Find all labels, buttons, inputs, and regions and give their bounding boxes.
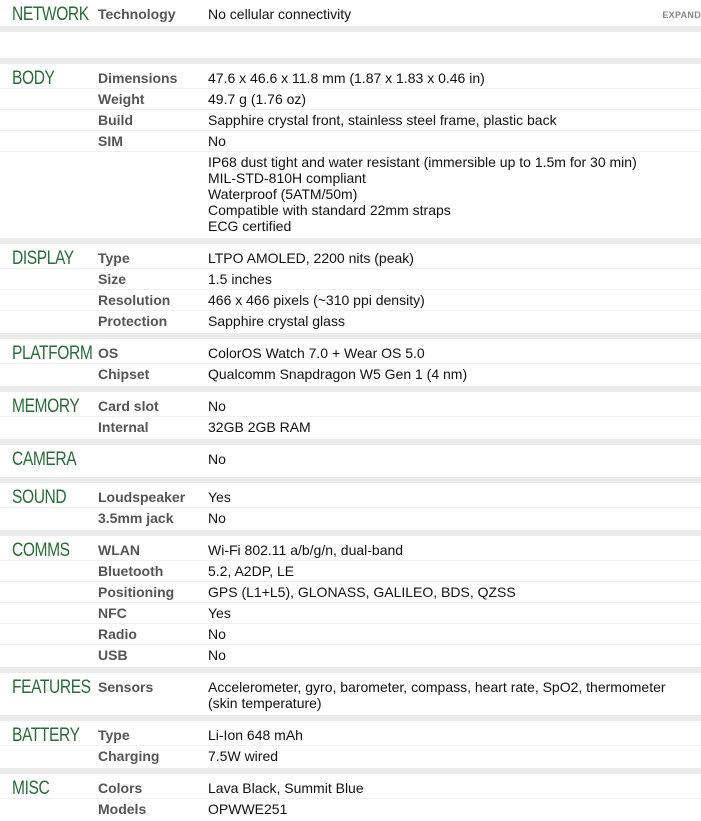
- spec-row: [0, 68, 701, 89]
- spec-value: 32GB 2GB RAM: [208, 419, 311, 435]
- spec-row: [0, 624, 701, 645]
- spec-row: [0, 4, 701, 24]
- spec-row: [0, 508, 701, 528]
- spec-value: No cellular connectivity: [208, 6, 352, 22]
- section-memory: [0, 386, 701, 439]
- spec-label: OS: [98, 345, 119, 361]
- spec-label: Sensors: [98, 679, 154, 695]
- section-title-comms: COMMS: [12, 540, 70, 561]
- section-title-memory: MEMORY: [12, 396, 80, 417]
- spec-label: Card slot: [98, 398, 159, 414]
- spec-label: Radio: [98, 626, 137, 642]
- spec-value: No: [208, 647, 226, 663]
- section-title-sound: SOUND: [12, 487, 67, 508]
- section-features: [0, 667, 701, 715]
- section-title-body: BODY: [12, 68, 55, 89]
- spec-value: No: [208, 398, 226, 414]
- spec-value: Wi-Fi 802.11 a/b/g/n, dual-band: [208, 542, 404, 558]
- spec-label: USB: [98, 647, 128, 663]
- spec-label: WLAN: [98, 542, 140, 558]
- spec-row: [0, 540, 701, 561]
- spec-row: [0, 290, 701, 311]
- spec-value: Li-Ion 648 mAh: [208, 727, 303, 743]
- spec-label: Type: [98, 250, 130, 266]
- spec-line: Waterproof (5ATM/50m): [208, 186, 358, 202]
- section-body: [0, 58, 701, 238]
- spec-value: Accelerometer, gyro, barometer, compass, heart rate, SpO2, thermometer (skin temperature): [208, 679, 666, 711]
- spec-row: [0, 487, 701, 508]
- spec-row: [0, 396, 701, 417]
- spec-value: 47.6 x 46.6 x 11.8 mm (1.87 x 1.83 x 0.46 in): [208, 70, 485, 86]
- spec-line: IP68 dust tight and water resistant (immersible up to 1.5m for 30 min): [208, 154, 637, 170]
- spec-value: 49.7 g (1.76 oz): [208, 91, 307, 107]
- spec-value: Sapphire crystal glass: [208, 313, 345, 329]
- spec-label: Dimensions: [98, 70, 178, 86]
- spec-line: MIL-STD-810H compliant: [208, 170, 366, 186]
- section-title-features: FEATURES: [12, 677, 91, 698]
- section-title-camera: CAMERA: [12, 449, 77, 470]
- section-title-network: NETWORK: [12, 4, 89, 25]
- spec-label: [98, 152, 208, 236]
- section-sound: [0, 477, 701, 530]
- spec-label: Resolution: [98, 292, 171, 308]
- section-display: [0, 238, 701, 333]
- section-comms: [0, 530, 701, 667]
- section-camera: [0, 439, 701, 477]
- section-network: [0, 0, 701, 26]
- spec-label: Type: [98, 727, 130, 743]
- spec-row: [0, 269, 701, 290]
- spec-label: Weight: [98, 91, 145, 107]
- spec-value: GPS (L1+L5), GLONASS, GALILEO, BDS, QZSS: [208, 584, 516, 600]
- spec-value: Yes: [208, 489, 231, 505]
- spec-value: 7.5W wired: [208, 748, 279, 764]
- spec-row: [0, 364, 701, 384]
- spec-label: Positioning: [98, 584, 175, 600]
- spec-label: Protection: [98, 313, 168, 329]
- spec-value: No: [208, 510, 226, 526]
- spec-label: Models: [98, 801, 147, 817]
- spec-row: [0, 603, 701, 624]
- spec-value: OPWWE251: [208, 801, 288, 817]
- spec-value: LTPO AMOLED, 2200 nits (peak): [208, 250, 414, 266]
- spec-value: 466 x 466 pixels (~310 ppi density): [208, 292, 425, 308]
- section-title-battery: BATTERY: [12, 725, 80, 746]
- spec-value: 5.2, A2DP, LE: [208, 563, 295, 579]
- spec-row: [0, 417, 701, 437]
- spec-value: No: [208, 626, 226, 642]
- spec-label: Colors: [98, 780, 143, 796]
- spec-label: Internal: [98, 419, 149, 435]
- spec-line: Compatible with standard 22mm straps: [208, 202, 451, 218]
- section-title-misc: MISC: [12, 778, 50, 799]
- spec-row: [0, 110, 701, 131]
- section-title-display: DISPLAY: [12, 248, 74, 269]
- section-platform: [0, 333, 701, 386]
- spec-value: Sapphire crystal front, stainless steel frame, plastic back: [208, 112, 557, 128]
- spec-row: [0, 152, 701, 236]
- section-battery: [0, 715, 701, 768]
- spec-label: Size: [98, 271, 127, 287]
- spec-label: Charging: [98, 748, 160, 764]
- spec-value: 1.5 inches: [208, 271, 272, 287]
- spec-row: [0, 582, 701, 603]
- spec-label: 3.5mm jack: [98, 510, 174, 526]
- spec-row: [0, 677, 701, 713]
- spec-value-multiline: [208, 152, 701, 236]
- spec-value: Lava Black, Summit Blue: [208, 780, 364, 796]
- spec-label: [98, 449, 208, 475]
- spec-row: [0, 799, 701, 819]
- spec-label: NFC: [98, 605, 127, 621]
- spec-row: [0, 343, 701, 364]
- spec-value: Yes: [208, 605, 231, 621]
- spec-label: SIM: [98, 133, 123, 149]
- spec-line: ECG certified: [208, 218, 292, 234]
- spec-label: Loudspeaker: [98, 489, 186, 505]
- spec-row: [0, 561, 701, 582]
- spec-value: ColorOS Watch 7.0 + Wear OS 5.0: [208, 345, 425, 361]
- section-title-platform: PLATFORM: [12, 343, 93, 364]
- spec-row: [0, 725, 701, 746]
- spec-value: No: [208, 133, 226, 149]
- spec-label: Bluetooth: [98, 563, 164, 579]
- expand-link[interactable]: EXPAND: [662, 10, 701, 20]
- spec-row: [0, 746, 701, 766]
- spec-value: No: [208, 451, 226, 467]
- section-spacer: [0, 26, 701, 58]
- spec-row: [0, 131, 701, 152]
- section-misc: [0, 768, 701, 821]
- spec-label: Build: [98, 112, 133, 128]
- spec-row: [0, 311, 701, 331]
- spec-row: [0, 248, 701, 269]
- spec-row: [0, 449, 701, 475]
- spec-value: Qualcomm Snapdragon W5 Gen 1 (4 nm): [208, 366, 468, 382]
- spec-row: [0, 89, 701, 110]
- spec-label: Technology: [98, 6, 176, 22]
- spec-label: Chipset: [98, 366, 150, 382]
- spec-row: [0, 645, 701, 665]
- spec-row: [0, 778, 701, 799]
